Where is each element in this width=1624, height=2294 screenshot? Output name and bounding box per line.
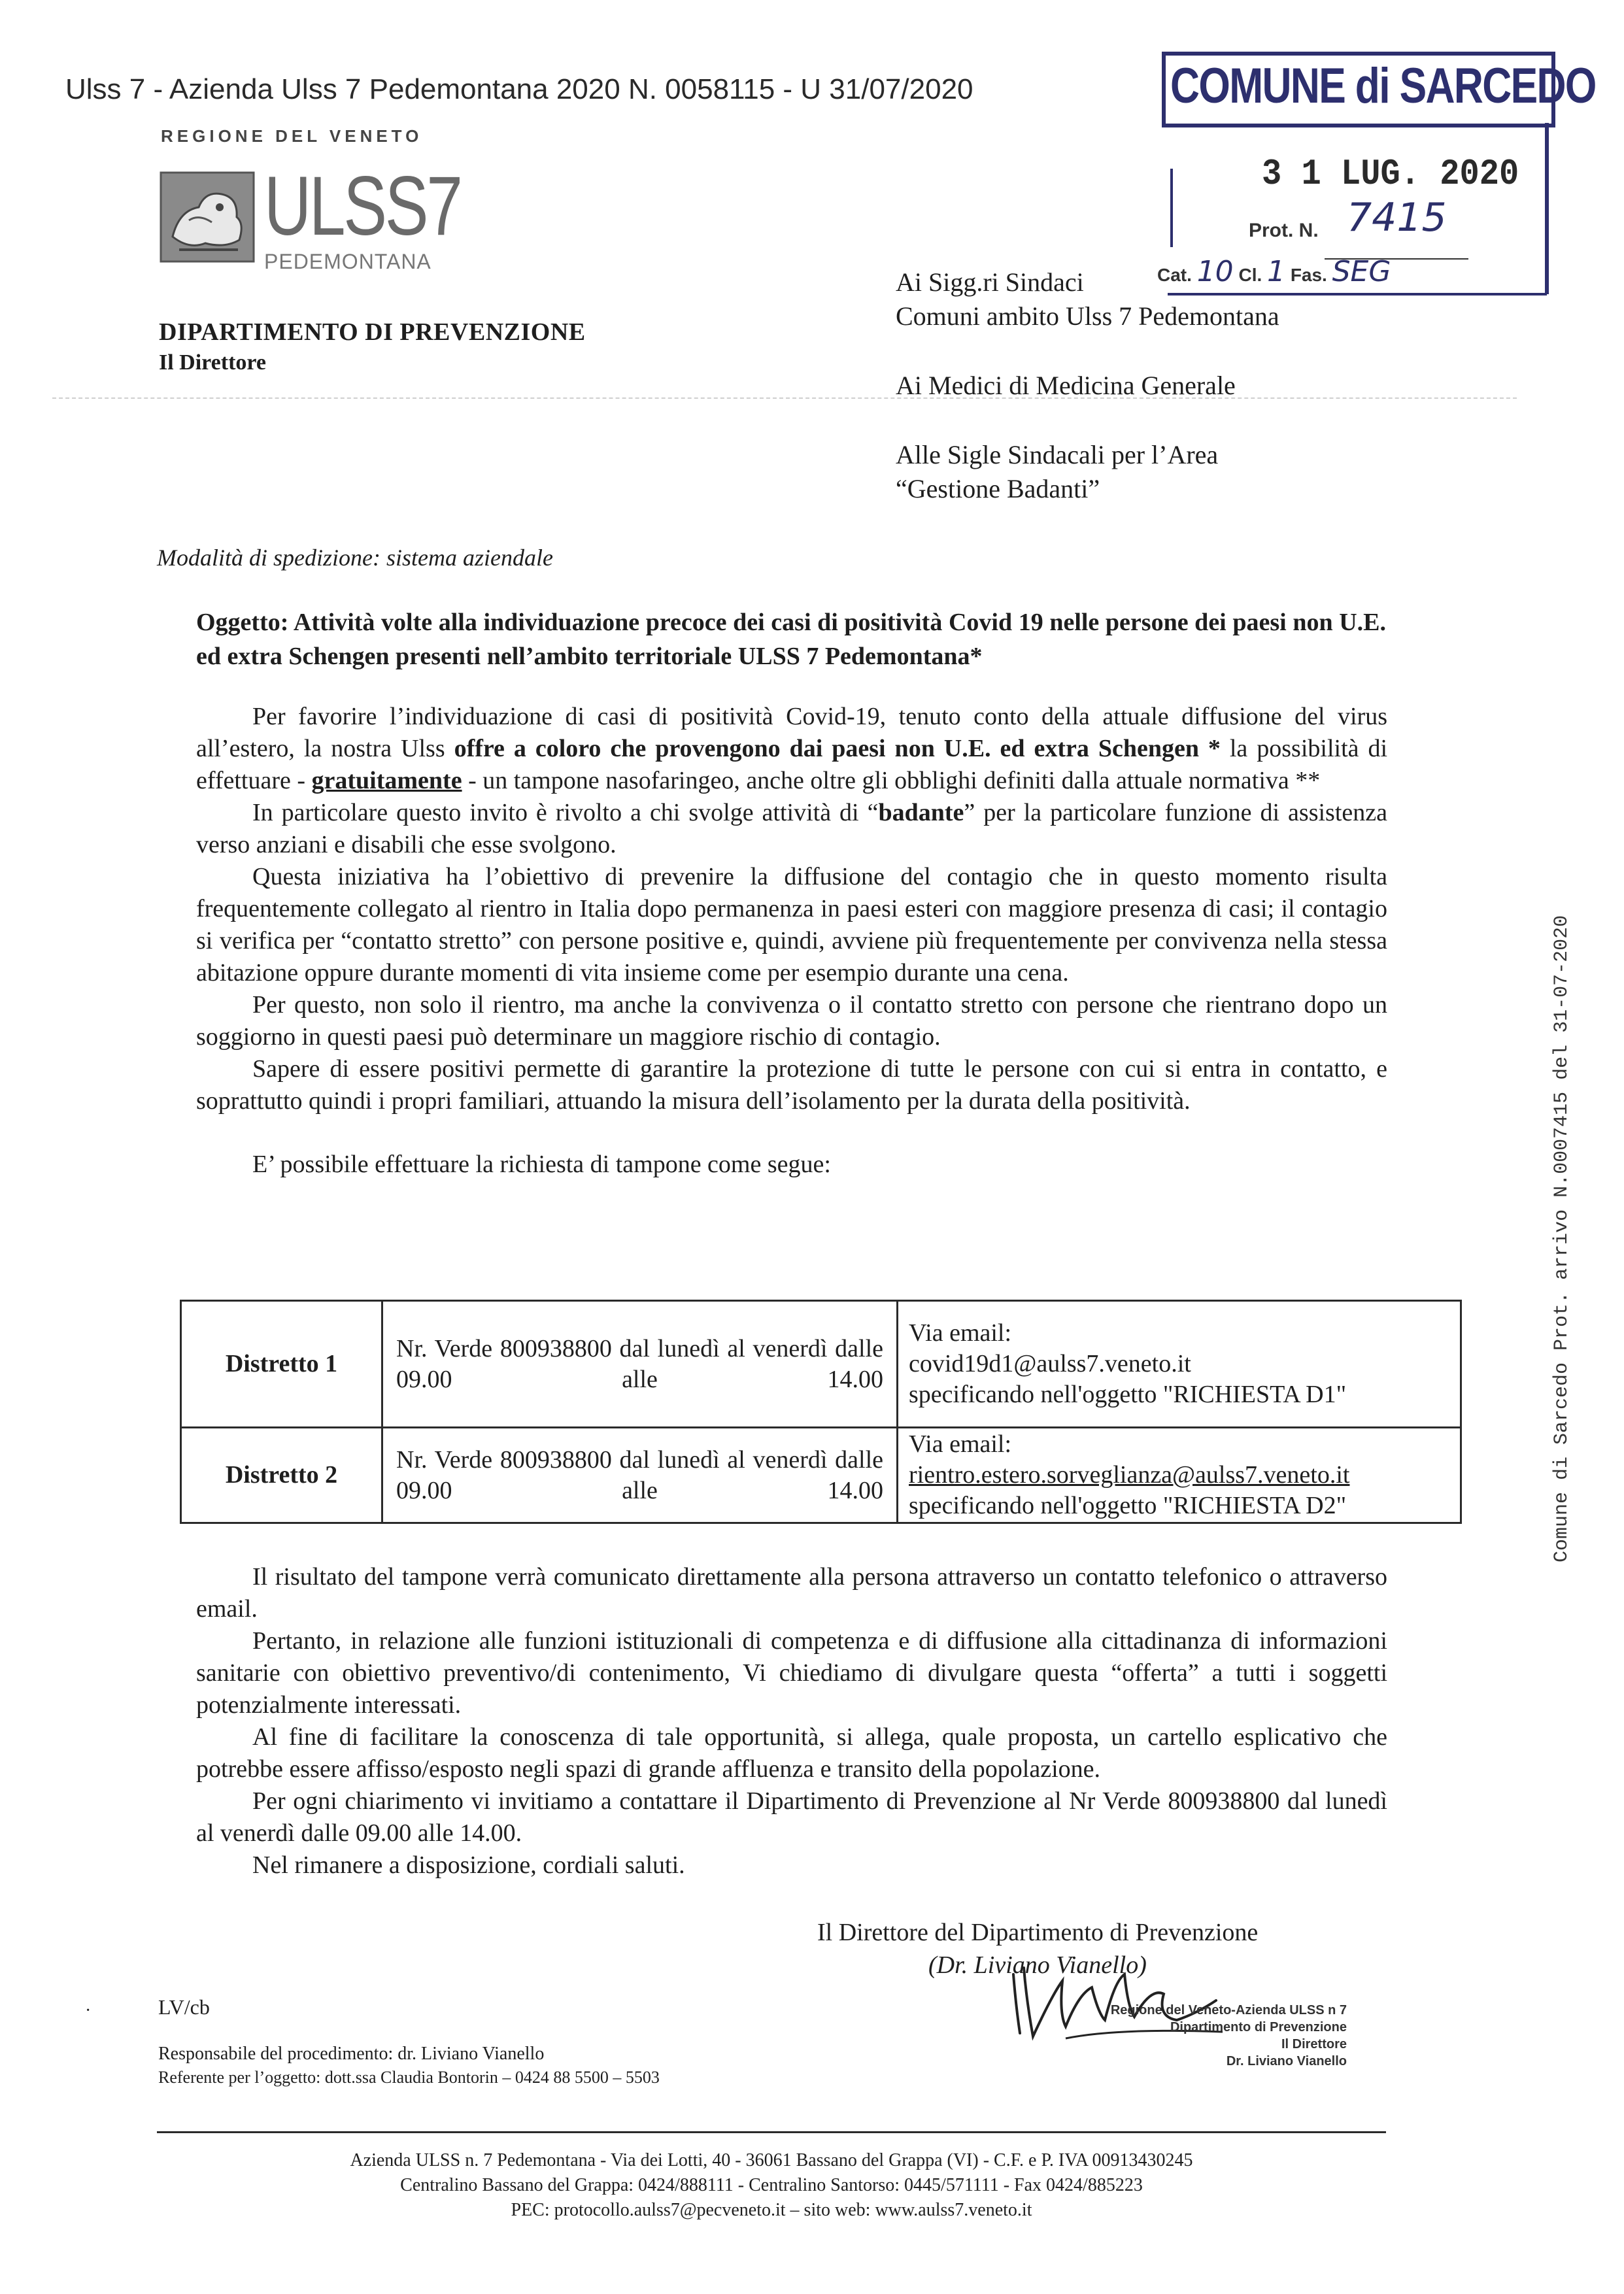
- lion-emblem-icon: [160, 171, 255, 263]
- recipient-line: Ai Sigg.ri Sindaci: [896, 267, 1084, 297]
- paragraph: Al fine di facilitare la conoscenza di tale opportunità, si allega, quale proposta, un cartello esplicativo che potrebbe essere affisso/esposto negli spazi di grande affluenza e transito della popolazione.: [196, 1723, 1387, 1783]
- recipient-line: Alle Sigle Sindacali per l’Area: [896, 440, 1219, 469]
- stamp-cat-label: Cat.: [1157, 265, 1192, 285]
- district-cell: Distretto 1: [181, 1301, 382, 1428]
- paragraph: E’ possibile effettuare la richiesta di tampone come segue:: [252, 1151, 831, 1178]
- protocol-line: Ulss 7 - Azienda Ulss 7 Pedemontana 2020 N. 0058115 - U 31/07/2020: [65, 73, 973, 105]
- arrival-protocol-stamp: Comune di Sarcedo Prot. arrivo N.0007415 del 31-07-2020: [1551, 915, 1573, 1562]
- paragraph: Il risultato del tampone verrà comunicato direttamente alla persona attraverso un contatto telefonico o attraverso email.: [196, 1563, 1387, 1623]
- header-divider: [52, 397, 1517, 399]
- paragraph: Per ogni chiarimento vi invitiamo a contattare il Dipartimento di Prevenzione al Nr Verde 800938800 dal lunedì al venerdì dalle 09.00 alle 14.00.: [196, 1787, 1387, 1847]
- email-cell: Via email: covid19d1@aulss7.veneto.it specificando nell'oggetto "RICHIESTA D1": [898, 1301, 1461, 1428]
- department-seal: Regione del Veneto-Azienda ULSS n 7 Dipartimento di Prevenzione Il Direttore Dr. Liviano Vianello: [1110, 2003, 1347, 2068]
- email-address[interactable]: rientro.estero.sorveglianza@aulss7.veneto.it: [909, 1461, 1350, 1489]
- signatory-name: (Dr. Liviano Vianello): [928, 1951, 1147, 1979]
- paragraph: Nel rimanere a disposizione, cordiali saluti.: [252, 1851, 685, 1879]
- responsible-line: Responsabile del procedimento: dr. Liviano Vianello: [158, 2044, 545, 2064]
- paragraph: Per favorire l’individuazione di casi di positività Covid-19, tenuto conto della attuale diffusione del virus all’estero, la nostra Ulss offre a coloro che provengono dai paesi non U.E. ed extra Schengen * la possibilità di effettuare - gratuitamente - un tampone nasofaringeo, anche oltre gli obblighi definiti dalla attuale normativa **: [196, 703, 1388, 794]
- region-label: REGIONE DEL VENETO: [161, 126, 423, 146]
- request-table: [180, 1300, 1462, 1524]
- initials: LV/cb: [158, 1995, 210, 2019]
- signatory-title: Il Direttore del Dipartimento di Prevenzione: [817, 1919, 1259, 1946]
- district-cell: Distretto 2: [181, 1428, 382, 1523]
- recipient-line: “Gestione Badanti”: [896, 474, 1100, 503]
- stamp-cl-value: 1: [1267, 255, 1286, 288]
- referent-line: Referente per l’oggetto: dott.ssa Claudia Bontorin – 0424 88 5500 – 5503: [158, 2068, 660, 2087]
- phone-cell: Nr. Verde 800938800 dal lunedì al venerdì dalle 09.00 alle 14.00: [382, 1301, 898, 1428]
- logo-subtitle: PEDEMONTANA: [264, 250, 431, 273]
- recipient-line: Comuni ambito Ulss 7 Pedemontana: [896, 301, 1279, 331]
- footer-divider: [157, 2131, 1386, 2133]
- footer-address: Azienda ULSS n. 7 Pedemontana - Via dei Lotti, 40 - 36061 Bassano del Grappa (VI) - C.F. e P. IVA 00913430245: [350, 2150, 1193, 2170]
- stamp-title: COMUNE di SARCEDO: [1170, 58, 1596, 114]
- footer: [157, 2148, 1386, 2223]
- table-row: [181, 1301, 1461, 1428]
- responsible-block: [158, 2042, 660, 2089]
- paragraph: Pertanto, in relazione alle funzioni istituzionali di competenza e di diffusione alla cittadinanza di informazioni sanitarie con obiettivo preventivo/di contenimento, Vi chiediamo di divulgare questa “offerta” a tutti i soggetti potenzialmente interessati.: [196, 1627, 1387, 1719]
- stamp-fas-label: Fas.: [1290, 265, 1327, 285]
- paragraph: Per questo, non solo il rientro, ma anche la convivenza o il contatto stretto con persone che rientrano dopo un soggiorno in questi paesi può determinare un maggiore rischio di contagio.: [196, 991, 1387, 1051]
- stamp-cat-value: 10: [1196, 255, 1234, 288]
- email-cell: Via email: rientro.estero.sorveglianza@aulss7.veneto.it specificando nell'oggetto "RICHIESTA D2": [898, 1428, 1461, 1523]
- recipients-block: [896, 265, 1279, 506]
- shipping-method: Modalità di spedizione: sistema aziendale: [157, 545, 553, 571]
- table-row: [181, 1428, 1461, 1523]
- footer-contacts[interactable]: PEC: protocollo.aulss7@pecveneto.it – sito web: www.aulss7.veneto.it: [511, 2200, 1032, 2220]
- stamp-cl-label: Cl.: [1238, 265, 1262, 285]
- recipient-line: Ai Medici di Medicina Generale: [896, 371, 1236, 400]
- closing-text: [196, 1561, 1387, 1881]
- footer-phones: Centralino Bassano del Grappa: 0424/888111 - Centralino Santorso: 0445/571111 - Fax 0424/885223: [400, 2175, 1143, 2195]
- logo-wordmark: ULSS7: [264, 160, 461, 253]
- paragraph: Questa iniziativa ha l’obiettivo di prevenire la diffusione del contagio che in questo momento risulta frequentemente collegato al rientro in Italia dopo permanenza in paesi esteri con maggiore presenza di casi; il contagio si verifica per “contatto stretto” con persone positive e, quindi, avviene più frequentemente per convivenza nella stessa abitazione oppure durante momenti di vita insieme come per esempio durante una cena.: [196, 863, 1387, 987]
- paragraph: In particolare questo invito è rivolto a chi svolge attività di “badante” per la particolare funzione di assistenza verso anziani e disabili che esse svolgono.: [196, 799, 1388, 858]
- director-label: Il Direttore: [159, 350, 266, 375]
- department-name: DIPARTIMENTO DI PREVENZIONE: [159, 318, 586, 346]
- stamp-date: 3 1 LUG. 2020: [1262, 153, 1519, 195]
- body-text: [196, 701, 1387, 1181]
- stamp-prot-number: 7415: [1347, 195, 1447, 241]
- margin-mark: ·: [85, 2000, 92, 2021]
- stamp-fas-value: SEG: [1332, 255, 1391, 288]
- subject: Oggetto: Attività volte alla individuazione precoce dei casi di positività Covid 19 nelle persone dei paesi non U.E. ed extra Schengen presenti nell’ambito territoriale ULSS 7 Pedemontana*: [196, 609, 1386, 670]
- stamp-prot-label: Prot. N.: [1249, 220, 1319, 241]
- email-address[interactable]: covid19d1@aulss7.veneto.it: [909, 1350, 1191, 1377]
- paragraph: Sapere di essere positivi permette di garantire la protezione di tutte le persone con cui si entra in contatto, e soprattutto quindi i propri familiari, attuando la misura dell’isolamento per la durata della positività.: [196, 1055, 1387, 1115]
- phone-cell: Nr. Verde 800938800 dal lunedì al venerdì dalle 09.00 alle 14.00: [382, 1428, 898, 1523]
